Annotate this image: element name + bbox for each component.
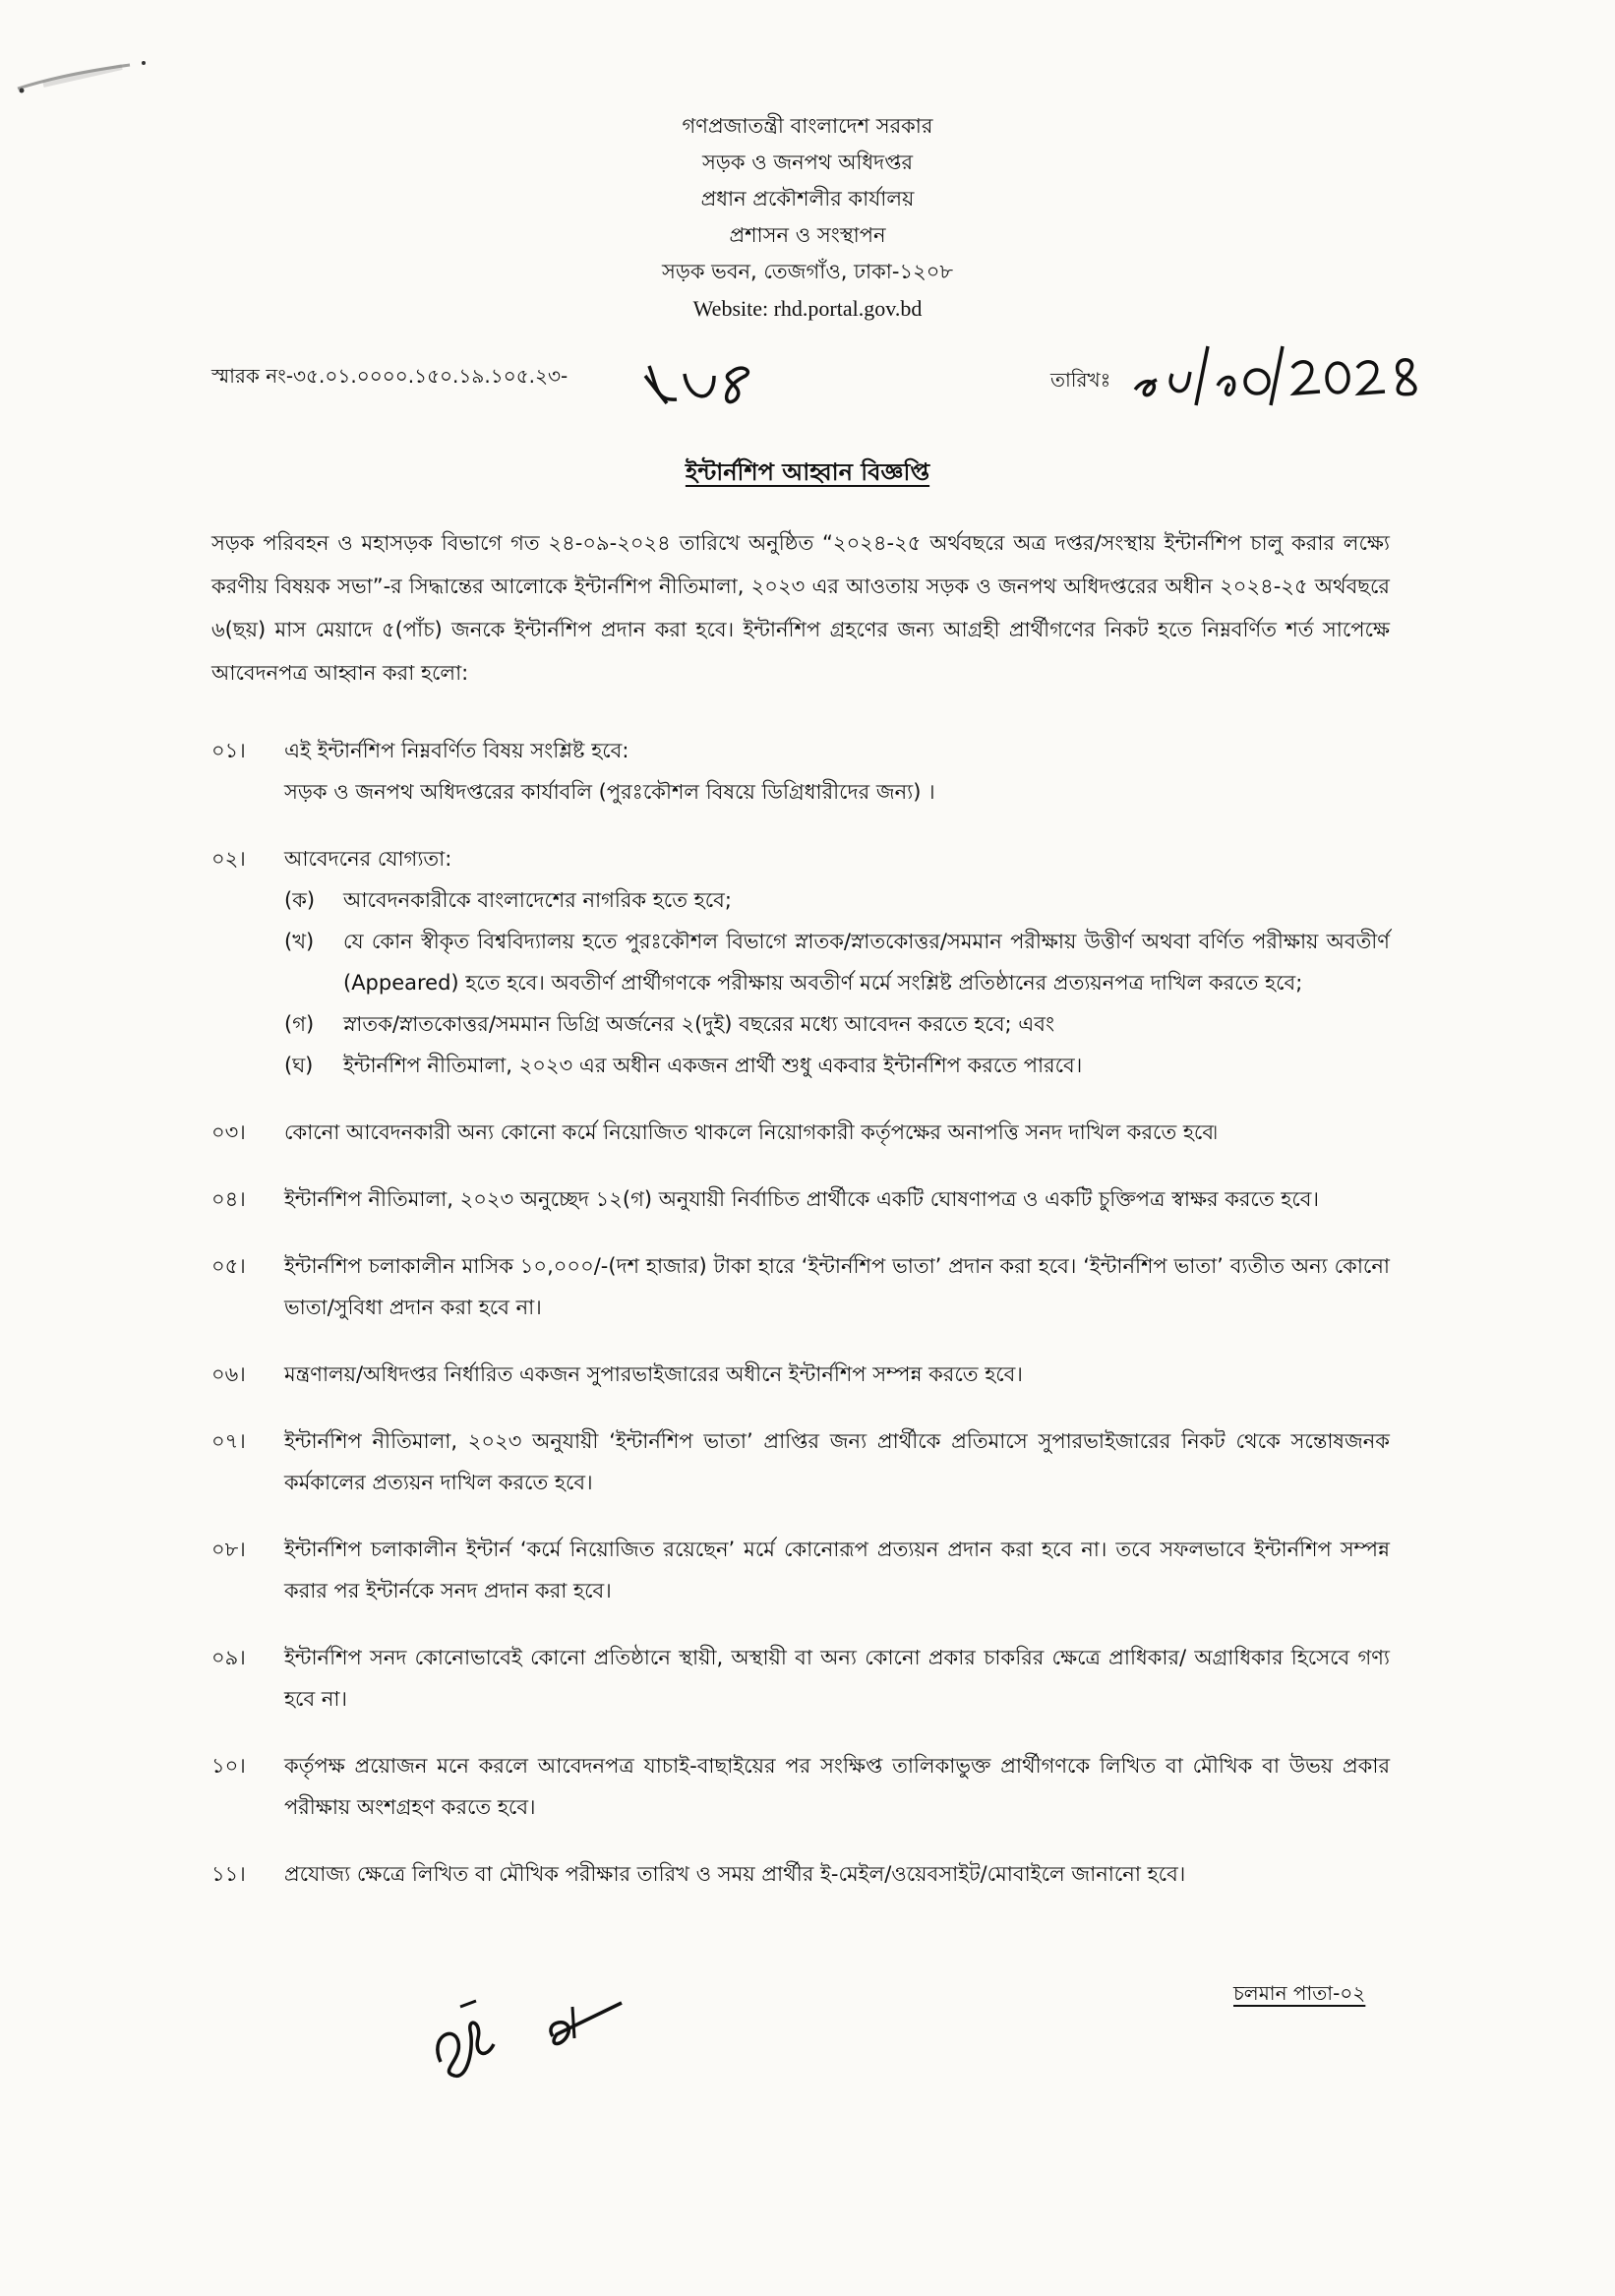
- continued-page-note: চলমান পাতা-০২: [1233, 1981, 1366, 2005]
- handwritten-signature: [425, 1977, 631, 2085]
- condition-item: [211, 1178, 1390, 1220]
- eligibility-item: (ঘ) ইন্টার্নশিপ নীতিমালা, ২০২৩ এর অধীন একজন প্রার্থী শুধু একবার ইন্টার্নশিপ করতে পারবে।: [284, 1054, 1083, 1077]
- item-number: ১১।: [211, 1862, 246, 1886]
- notice-title: ইন্টার্নশিপ আহ্বান বিজ্ঞপ্তি: [685, 458, 930, 486]
- eligibility-list: [284, 879, 1390, 1086]
- item-text: ইন্টার্নশিপ নীতিমালা, ২০২৩ অনুচ্ছেদ ১২(গ) অনুযায়ী নির্বাচিত প্রার্থীকে একটি ঘোষণাপত্র ও একটি চুক্তিপত্র স্বাক্ষর করতে হবে।: [284, 1187, 1319, 1211]
- item-text: ইন্টার্নশিপ চলাকালীন ইন্টার্ন ‘কর্মে নিয়োজিত রয়েছেন’ মর্মে কোনোরূপ প্রত্যয়ন প্রদান করা হবে না। তবে সফলভাবে ইন্টার্নশিপ সম্পন্ন করার পর ইন্টার্নকে সনদ প্রদান করা হবে।: [284, 1538, 1390, 1602]
- item-text: কর্তৃপক্ষ প্রয়োজন মনে করলে আবেদনপত্র যাচাই-বাছাইয়ের পর সংক্ষিপ্ত তালিকাভুক্ত প্রার্থীগণকে লিখিত বা মৌখিক বা উভয় প্রকার পরীক্ষায় অংশগ্রহণ করতে হবে।: [284, 1754, 1390, 1819]
- item-number: ০২।: [211, 847, 246, 871]
- memo-number: [211, 362, 568, 394]
- condition-item: [211, 730, 1390, 813]
- item-text: ইন্টার্নশিপ চলাকালীন মাসিক ১০,০০০/-(দশ হাজার) টাকা হারে ‘ইন্টার্নশিপ ভাতা’ প্রদান করা হবে। ‘ইন্টার্নশিপ ভাতা’ ব্যতীত অন্য কোনো ভাতা/সুবিধা প্রদান করা হবে না।: [284, 1254, 1390, 1319]
- condition-item: [211, 1420, 1390, 1503]
- item-text: সড়ক ও জনপথ অধিদপ্তরের কার্যাবলি (পুরঃকৌশল বিষয়ে ডিগ্রিধারীদের জন্য) ।: [284, 780, 935, 804]
- condition-item: [211, 1853, 1390, 1895]
- item-number: ০৯।: [211, 1646, 246, 1669]
- condition-item: [211, 1745, 1390, 1828]
- date: [1050, 366, 1110, 398]
- item-number: ১০।: [211, 1754, 246, 1778]
- condition-item: [211, 1354, 1390, 1395]
- department-name: সড়ক ও জনপথ অধিদপ্তর: [701, 151, 914, 174]
- item-text: প্রযোজ্য ক্ষেত্রে লিখিত বা মৌখিক পরীক্ষার তারিখ ও সময় প্রার্থীর ই-মেইল/ওয়েবসাইট/মোবাইলে জানানো হবে।: [284, 1862, 1186, 1886]
- eligibility-item: (খ) যে কোন স্বীকৃত বিশ্ববিদ্যালয় হতে পুরঃকৌশল বিভাগে স্নাতক/স্নাতকোত্তর/সমমান পরীক্ষায় উত্তীর্ণ অথবা বর্ণিত পরীক্ষায় অবতীর্ণ (Appeared) হতে হবে। অবতীর্ণ প্রার্থীগণকে পরীক্ষায় অবতীর্ণ মর্মে সংশ্লিষ্ট প্রতিষ্ঠানের প্রত্যয়নপত্র দাখিল করতে হবে;: [284, 930, 1390, 995]
- item-text: ইন্টার্নশিপ নীতিমালা, ২০২৩ অনুযায়ী ‘ইন্টার্নশিপ ভাতা’ প্রাপ্তির জন্য প্রার্থীকে প্রতিমাসে সুপারভাইজারের নিকট থেকে সন্তোষজনক কর্মকালের প্রত্যয়ন দাখিল করতে হবে।: [284, 1429, 1390, 1494]
- item-number: ০৮।: [211, 1538, 246, 1561]
- item-text: মন্ত্রণালয়/অধিদপ্তর নির্ধারিত একজন সুপারভাইজারের অধীনে ইন্টার্নশিপ সম্পন্ন করতে হবে।: [284, 1362, 1023, 1386]
- date-label: তারিখঃ: [1050, 368, 1111, 392]
- memo-label: স্মারক নং-৩৫.০১.০০০০.১৫০.১৯.১০৫.২৩-: [211, 364, 568, 388]
- scan-artifact-mark: [14, 51, 151, 100]
- section-name: প্রশাসন ও সংস্থাপন: [729, 223, 886, 247]
- handwritten-memo-number: [637, 346, 765, 415]
- item-number: ০৪।: [211, 1187, 246, 1211]
- condition-item: [211, 1245, 1390, 1328]
- handwritten-date: [1127, 334, 1422, 413]
- item-text: আবেদনের যোগ্যতা:: [284, 847, 452, 871]
- condition-item: [211, 1529, 1390, 1611]
- office-name: প্রধান প্রকৌশলীর কার্যালয়: [700, 187, 915, 211]
- item-number: ০১।: [211, 739, 246, 762]
- conditions-list: [211, 730, 1390, 1920]
- item-number: ০৩।: [211, 1120, 246, 1144]
- item-number: ০৬।: [211, 1362, 246, 1386]
- eligibility-item: (ক) আবেদনকারীকে বাংলাদেশের নাগরিক হতে হবে;: [284, 888, 732, 912]
- intro-paragraph: সড়ক পরিবহন ও মহাসড়ক বিভাগে গত ২৪-০৯-২০২৪ তারিখে অনুষ্ঠিত “২০২৪-২৫ অর্থবছরে অত্র দপ্তর/সংস্থায় ইন্টার্নশিপ চালু করার লক্ষ্যে করণীয় বিষয়ক সভা”-র সিদ্ধান্তের আলোকে ইন্টার্নশিপ নীতিমালা, ২০২৩ এর আওতায় সড়ক ও জনপথ অধিদপ্তরের অধীন ২০২৪-২৫ অর্থবছরে ৬(ছয়) মাস মেয়াদে ৫(পাঁচ) জনকে ইন্টার্নশিপ প্রদান করা হবে। ইন্টার্নশিপ গ্রহণের জন্য আগ্রহী প্রার্থীগণের নিকট হতে নিম্নবর্ণিত শর্ত সাপেক্ষে আবেদনপত্র আহ্বান করা হলো:: [211, 531, 1390, 685]
- website: Website: rhd.portal.gov.bd: [692, 296, 923, 321]
- eligibility-item: (গ) স্নাতক/স্নাতকোত্তর/সমমান ডিগ্রি অর্জনের ২(দুই) বছরের মধ্যে আবেদন করতে হবে; এবং: [284, 1012, 1054, 1036]
- letterhead: [0, 108, 1615, 327]
- item-number: ০৭।: [211, 1429, 246, 1453]
- condition-item: [211, 1637, 1390, 1720]
- item-number: ০৫।: [211, 1254, 246, 1278]
- office-address: সড়ক ভবন, তেজগাঁও, ঢাকা-১২০৮: [661, 260, 954, 283]
- item-text: এই ইন্টার্নশিপ নিম্নবর্ণিত বিষয় সংশ্লিষ্ট হবে:: [284, 739, 629, 762]
- govt-name: গণপ্রজাতন্ত্রী বাংলাদেশ সরকার: [682, 114, 933, 138]
- condition-item: [211, 838, 1390, 1086]
- item-text: কোনো আবেদনকারী অন্য কোনো কর্মে নিয়োজিত থাকলে নিয়োগকারী কর্তৃপক্ষের অনাপত্তি সনদ দাখিল করতে হবে৷: [284, 1120, 1218, 1144]
- item-text: ইন্টার্নশিপ সনদ কোনোভাবেই কোনো প্রতিষ্ঠানে স্থায়ী, অস্থায়ী বা অন্য কোনো প্রকার চাকরির ক্ষেত্রে প্রাধিকার/ অগ্রাধিকার হিসেবে গণ্য হবে না।: [284, 1646, 1390, 1711]
- condition-item: [211, 1112, 1390, 1153]
